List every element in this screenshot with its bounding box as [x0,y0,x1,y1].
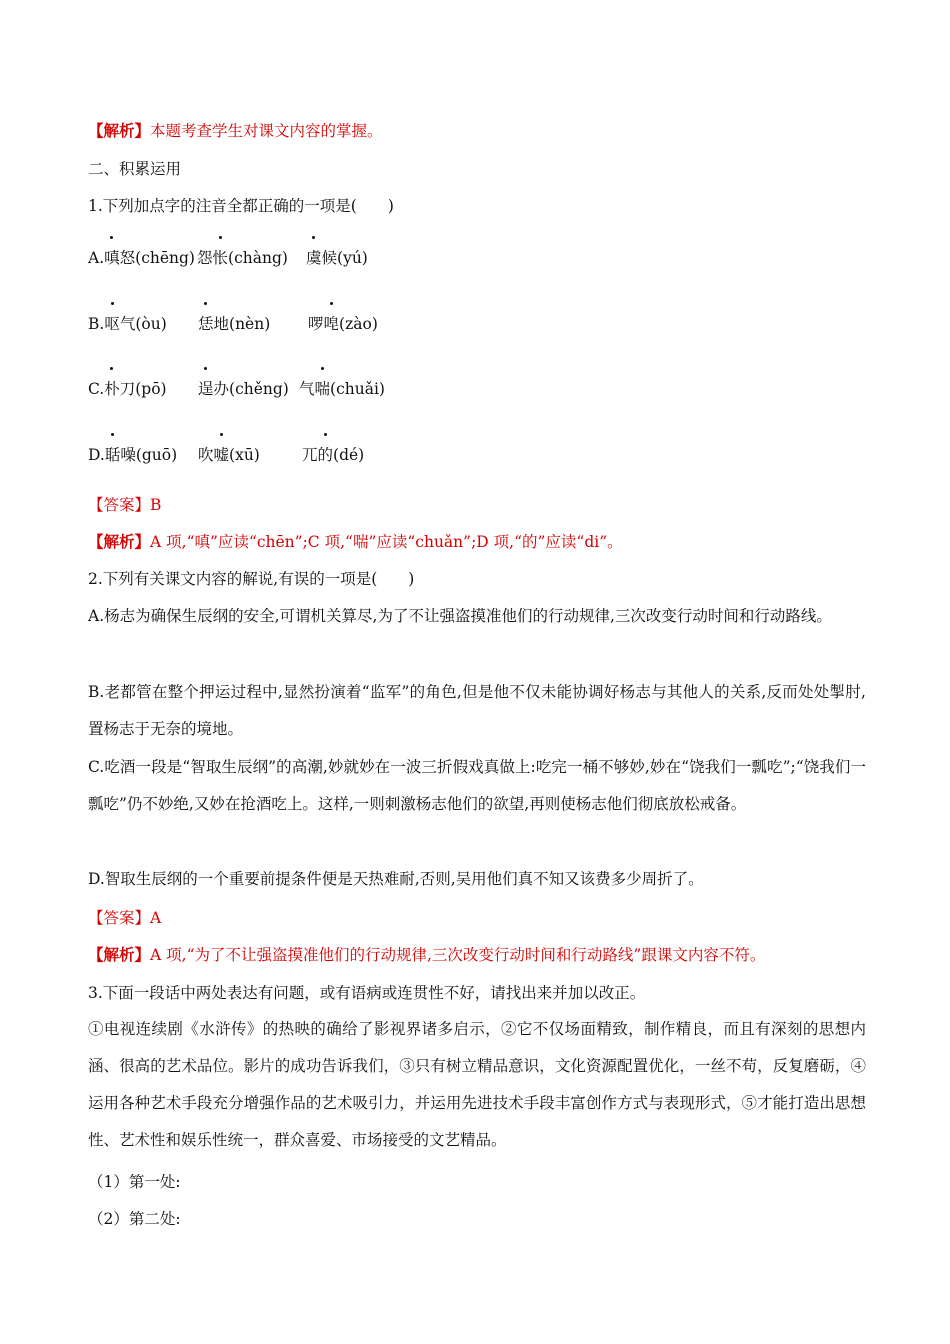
q3-stem: 3.下面一段话中两处表达有问题，或有语病或连贯性不好，请找出来并加以改正。 [88,984,646,1002]
emphasis-dot-char: 嗔 [104,249,120,267]
analysis-label: 【解析】 [88,532,151,551]
q2-option-b: B.老都管在整个押运过程中,显然扮演着“监军”的角色,但是他不仅未能协调好杨志与其他人的关系,反而处处掣肘,置杨志于无奈的境地。 [88,683,866,738]
q3-blank-2: （2）第二处: [88,1210,181,1228]
emphasis-dot-char: 聒 [104,446,121,464]
q2-stem: 2.下列有关课文内容的解说,有误的一项是( ) [88,570,415,588]
q3-blank-1: （1）第一处: [88,1173,181,1191]
q2-option-c: C.吃酒一段是“智取生辰纲”的高潮,妙就妙在一波三折假戏真做上:吃完一桶不够妙,妙在“饶我们一瓢吃”;“饶我们一瓢吃”仍不妙绝,又妙在抢酒吃上。这样,一则刺激杨志他们的欲望,再则使杨志他们彻底放松戒备。 [88,758,866,813]
emphasis-dot-char: 逞 [198,380,214,398]
q2-analysis: 【解析】A 项,“为了不让强盗摸准他们的行动规律,三次改变行动时间和行动路线”跟课文内容不符。 [88,945,766,964]
q2-answer: 【答案】A [88,909,162,927]
q3-passage: ①电视连续剧《水浒传》的热映的确给了影视界诸多启示，②它不仅场面精致，制作精良，而且有深刻的思想内涵、很高的艺术品位。影片的成功告诉我们，③只有树立精品意识，文化资源配置优化，一丝不苟，反复磨砺，④运用各种艺术手段充分增强作品的艺术吸引力，并运用先进技术手段丰富创作方式与表现形式，⑤才能打造出思想性、艺术性和娱乐性统一，群众喜爱、市场接受的文艺精品。 [88,1020,866,1149]
q1-analysis: 【解析】A 项,“嗔”应读“chēn”;C 项,“喘”应读“chuǎn”;D 项,“的”应读“di”。 [88,532,623,551]
q1-answer: 【答案】B [88,496,162,514]
emphasis-dot-char: 怅 [212,249,229,267]
emphasis-dot-char: 嘘 [213,446,230,464]
analysis-label: 【解析】 [88,945,151,964]
document-page: 【解析】本题考查学生对课文内容的掌握。 二、积累运用 1.下列加点字的注音全都正确的一项是( ) A.嗔怒(chēng) 怨怅(chàng) 虞候(yú) B.呕气(òu) 恁地(nèn) 啰唣(zào) C.朴刀(pō) 逞办(chěng) 气喘(chuǎi) D.聒噪(guō) 吹嘘(xū) 兀的(dé) 【答案】B 【解析】A 项,“嗔”应读“chēn”;C 项,“喘”应读“chuǎn”;D 项,“的”应读“di”。 2.下列有关课文内容的解说,有误的一项是( ) A.杨志为确保生辰纲的安全,可谓机关算尽,为了不让强盗摸准他们的行动规律,三次改变行动时间和行动路线。 B.老都管在整个押运过程中,显然扮演着“监军”的角色,但是他不仅未能协调好杨志与其他人的关系,反而处处掣肘,置杨志于无奈的境地。 C.吃酒一段是“智取生辰纲”的高潮,妙就妙在一波三折假戏真做上:吃完一桶不够妙,妙在“饶我们一瓢吃”;“饶我们一瓢吃”仍不妙绝,又妙在抢酒吃上。这样,一则刺激杨志他们的欲望,再则使杨志他们彻底放松戒备。 D.智取生辰纲的一个重要前提条件便是天热难耐,否则,吴用他们真不知又该费多少周折了。 【答案】A 【解析】A 项,“为了不让强盗摸准他们的行动规律,三次改变行动时间和行动路线”跟课文内容不符。 3.下面一段话中两处表达有问题，或有语病或连贯性不好，请找出来并加以改正。 ①电视连续剧《水浒传》的热映的确给了影视界诸多启示，②它不仅场面精致，制作精良，而且有深刻的思想内涵、很高的艺术品位。影片的成功告诉我们，③只有树立精品意识，文化资源配置优化，一丝不苟，反复磨砺，④运用各种艺术手段充分增强作品的艺术吸引力，并运用先进技术手段丰富创作方式与表现形式，⑤才能打造出思想性、艺术性和娱乐性统一，群众喜爱、市场接受的文艺精品。 （1）第一处: （2）第二处: [88,121,866,1228]
q2-option-a: A.杨志为确保生辰纲的安全,可谓机关算尽,为了不让强盗摸准他们的行动规律,三次改变行动时间和行动路线。 [88,607,832,625]
analysis-label: 【解析】 [88,121,151,140]
emphasis-dot-char: 朴 [104,380,120,398]
emphasis-dot-char: 唣 [323,315,340,333]
q1-stem: 1.下列加点字的注音全都正确的一项是( ) [88,197,394,215]
section-title: 二、积累运用 [88,160,182,178]
emphasis-dot-char: 喘 [314,380,331,398]
emphasis-dot-char: 呕 [104,315,120,333]
q2-option-d: D.智取生辰纲的一个重要前提条件便是天热难耐,否则,吴用他们真不知又该费多少周折了。 [88,870,704,888]
emphasis-dot-char: 恁 [198,315,214,333]
intro-analysis: 【解析】本题考查学生对课文内容的掌握。 [88,121,383,140]
emphasis-dot-char: 的 [317,446,334,464]
emphasis-dot-char: 虞 [306,249,322,267]
